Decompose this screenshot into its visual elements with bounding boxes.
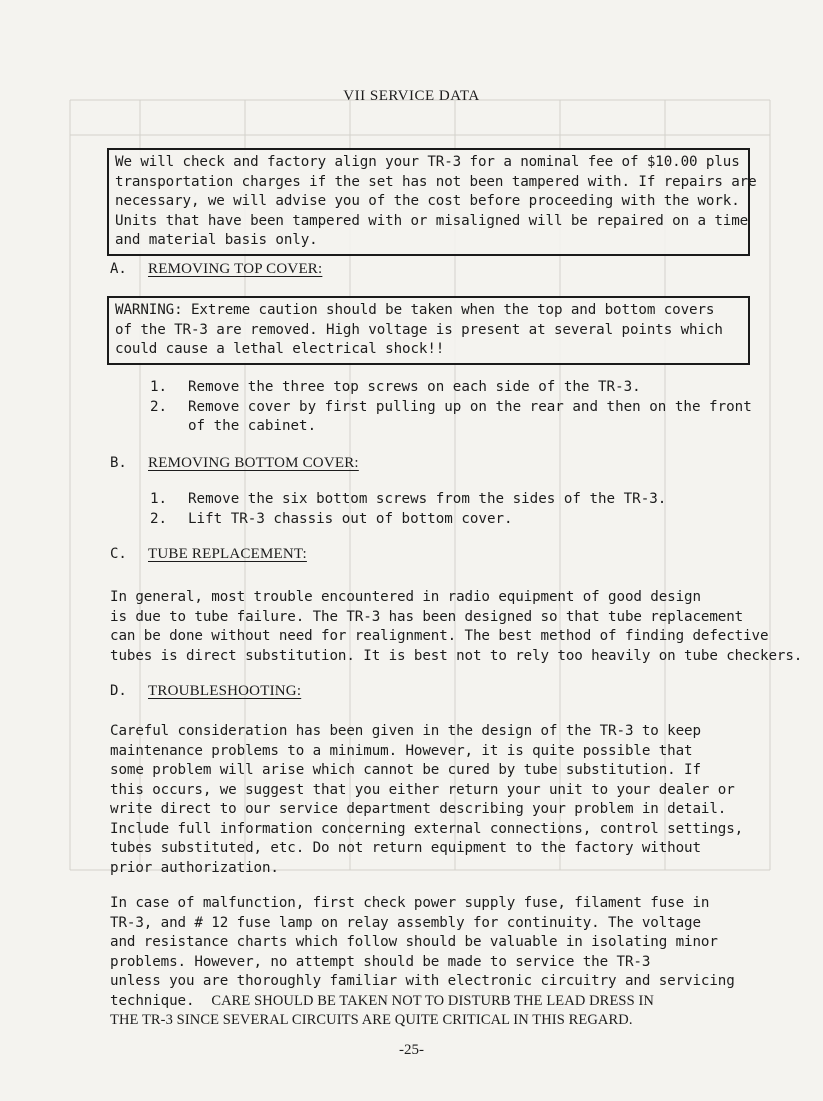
section-title: VII SERVICE DATA — [343, 88, 480, 104]
troubleshooting-paragraph-1: Careful consideration has been given in the design of the TR-3 to keep maintenance problems to a minimum. However, it is quite possible that some problem will arise which cannot be cured by tube substitution. If this occurs, we suggest that you either return your unit to your dealer or write direct to our service department describing your problem in detail. Include full information concerning external connections, control settings, tubes substituted, etc. Do not return equipment to the factory without prior authorization. — [110, 723, 744, 876]
page-number: -25- — [399, 1042, 424, 1058]
warning-line: WARNING: Extreme caution should be taken when the top and bottom covers — [115, 302, 715, 318]
list-item: 1. Remove the three top screws on each side of the TR-3. — [150, 379, 641, 395]
intro-line: and material basis only. — [115, 232, 318, 248]
warning-box — [107, 296, 750, 365]
section-c-heading: C. TUBE REPLACEMENT: — [110, 546, 307, 562]
intro-line: necessary, we will advise you of the cost before proceeding with the work. — [115, 193, 740, 209]
intro-line: transportation charges if the set has not been tampered with. If repairs are — [115, 173, 757, 190]
warning-line: of the TR-3 are removed. High voltage is present at several points which — [115, 321, 723, 338]
troubleshooting-paragraph-2: In case of malfunction, first check power supply fuse, filament fuse in TR-3, and # 12 fuse lamp on relay assembly for continuity. The voltage and resistance charts which follow should be valuable in isolating minor problems. However, no attempt should be made to service the TR-3 unless you are thoroughly familiar with electronic circuitry and servicing technique. CARE SHOULD BE TAKEN NOT TO DISTURB THE LEAD DRESS IN THE TR-3 SINCE SEVERAL CIRCUITS ARE QUITE CRITICAL IN THIS REGARD. — [110, 894, 735, 1031]
warning-line: could cause a lethal electrical shock!! — [115, 341, 445, 357]
intro-notice-box — [107, 148, 757, 256]
list-item: 2. Remove cover by first pulling up on the rear and then on the front of the cabinet. — [150, 398, 752, 434]
section-d-heading: D. TROUBLESHOOTING: — [110, 683, 302, 699]
tube-replacement-paragraph: In general, most trouble encountered in radio equipment of good design is due to tube failure. The TR-3 has been designed so that tube replacement can be done without need for realignment. The best method of finding defective tubes is direct substitution. It is best not to rely too heavily on tube checkers. — [110, 589, 803, 664]
list-item: 2. Lift TR-3 chassis out of bottom cover. — [150, 510, 513, 527]
intro-line: We will check and factory align your TR-3 for a nominal fee of $10.00 plus — [115, 154, 740, 170]
list-item: 1. Remove the six bottom screws from the sides of the TR-3. — [150, 491, 667, 507]
caution-text: THE TR-3 SINCE SEVERAL CIRCUITS ARE QUITE CRITICAL IN THIS REGARD. — [110, 1012, 633, 1028]
intro-line: Units that have been tampered with or misaligned will be repaired on a time — [115, 212, 749, 229]
section-a-steps — [150, 378, 752, 437]
section-a-heading: A. REMOVING TOP COVER: — [110, 261, 323, 277]
section-b-heading: B. REMOVING BOTTOM COVER: — [110, 455, 359, 471]
caution-text: CARE SHOULD BE TAKEN NOT TO DISTURB THE LEAD DRESS IN — [211, 992, 654, 1009]
section-b-steps — [150, 490, 666, 529]
